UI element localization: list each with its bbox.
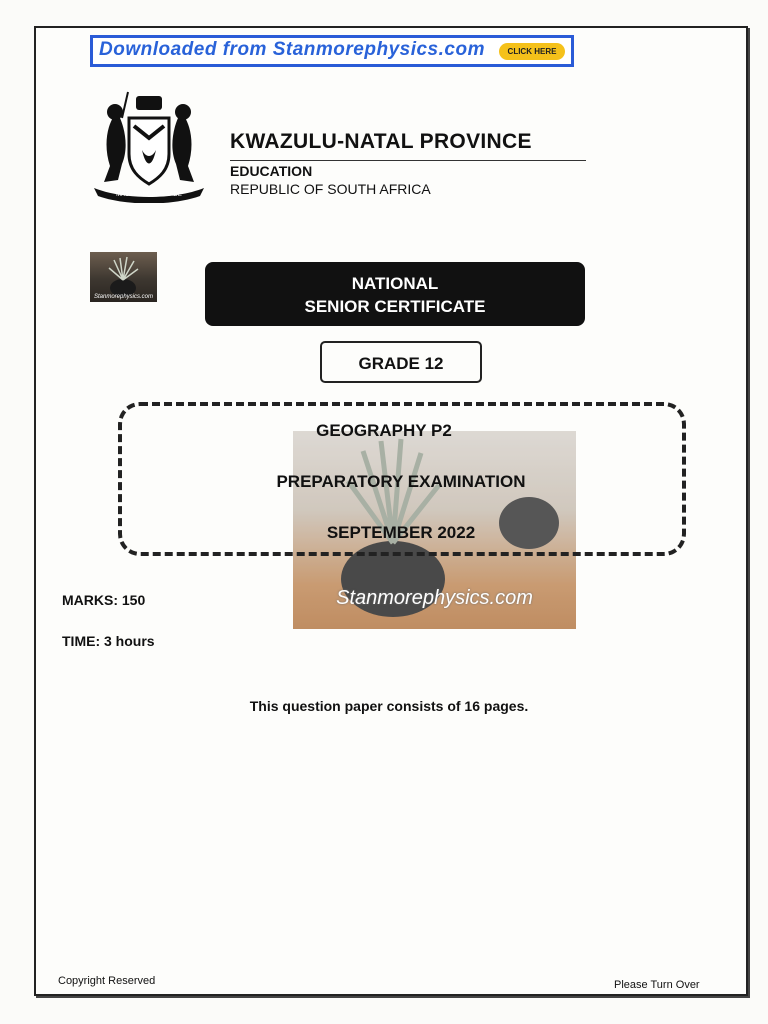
download-banner[interactable] — [90, 35, 574, 67]
coat-of-arms-icon — [84, 88, 214, 203]
certificate-line2: SENIOR CERTIFICATE — [304, 297, 486, 316]
certificate-line1: NATIONAL — [351, 274, 439, 293]
coat-motto: MASIHLANGANE SADE — [116, 192, 182, 198]
marks-label: MARKS: 150 — [62, 592, 146, 608]
time-label: TIME: 3 hours — [62, 633, 155, 649]
watermark-text: Stanmorephysics.com — [336, 587, 533, 609]
exam-type: PREPARATORY EXAMINATION — [276, 472, 526, 491]
title-rule — [230, 160, 586, 161]
province-title: KWAZULU-NATAL PROVINCE — [230, 130, 532, 153]
footer-turn-over: Please Turn Over — [614, 979, 700, 991]
exam-date: SEPTEMBER 2022 — [326, 523, 476, 542]
country-label: REPUBLIC OF SOUTH AFRICA — [230, 181, 431, 197]
pages-note: This question paper consists of 16 pages. — [249, 698, 529, 714]
footer-copyright: Copyright Reserved — [58, 975, 156, 987]
banner-text[interactable]: Downloaded from Stanmorephysics.com — [99, 39, 485, 60]
thumbnail-caption: Stanmorephysics.com — [93, 294, 154, 300]
grade-box: GRADE 12 — [320, 341, 482, 383]
click-here-button[interactable]: CLICK HERE — [499, 43, 565, 60]
certificate-box — [205, 262, 585, 326]
department-label: EDUCATION — [230, 163, 313, 179]
exam-subject: GEOGRAPHY P2 — [316, 421, 452, 440]
thumbnail-image — [90, 252, 157, 302]
